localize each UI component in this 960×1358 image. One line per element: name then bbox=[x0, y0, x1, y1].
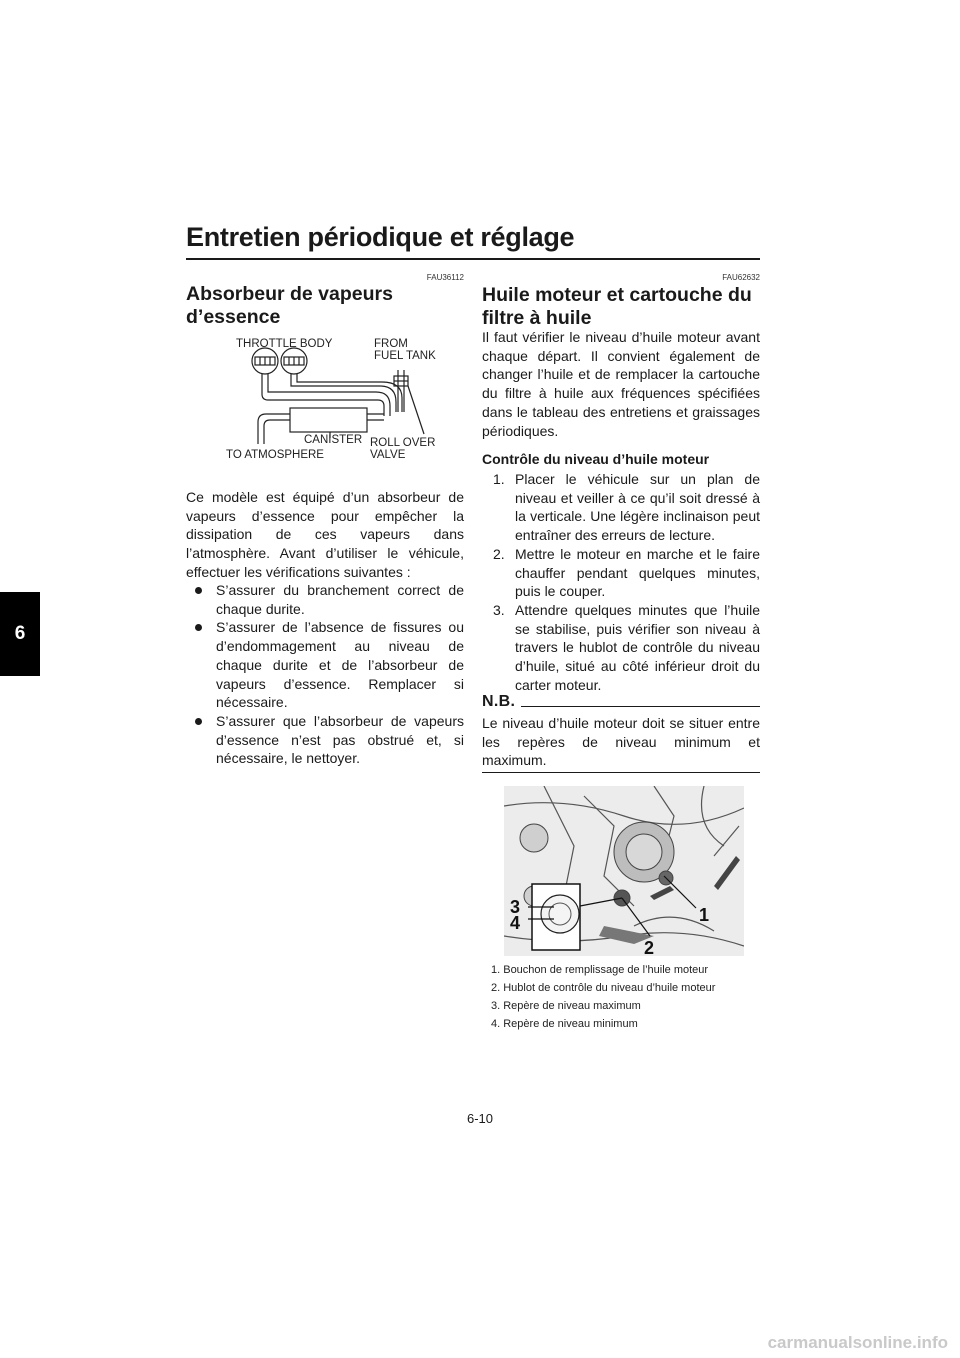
list-item: 3. Repère de niveau maximum bbox=[491, 1000, 641, 1012]
section-heading-oil: Huile moteur et cartouche du filtre à huile bbox=[482, 284, 752, 329]
bullet-dot bbox=[195, 587, 202, 594]
oil-check-steps bbox=[482, 470, 760, 694]
evap-intro: Ce modèle est équipé d’un absorbeur de vapeurs d’essence pour empêcher la dissipation de ces vapeurs dans l’atmosphère. Avant d’utiliser le véhicule, effectuer les vérifications suivantes : bbox=[186, 489, 464, 580]
bullet-dot bbox=[195, 718, 202, 725]
page-number: 6-10 bbox=[466, 1111, 494, 1126]
list-item: 1. Bouchon de remplissage de l’huile moteur bbox=[491, 964, 709, 976]
list-item: 4. Repère de niveau minimum bbox=[491, 1018, 638, 1030]
section-code: FAU36112 bbox=[426, 273, 464, 282]
label-fuel-tank: FUEL TANK bbox=[374, 350, 436, 362]
list-item: 1. Placer le véhicule sur un plan de niveau et veiller à ce qu’il soit dressé à la verticale. Une légère inclinaison peut entraîner des erreurs de lecture. bbox=[493, 471, 760, 544]
oil-intro: Il faut vérifier le niveau d’huile moteur avant chaque départ. Il convient également de changer l’huile et de remplacer la cartouche du filtre à huile aux fréquences spécifiées dans le tableau des entretiens et graissages périodiques. bbox=[482, 329, 760, 439]
list-item: S’assurer du branchement correct de chaque durite. bbox=[186, 581, 464, 618]
page-title: Entretien périodique et réglage bbox=[186, 222, 575, 252]
list-item: 2. Mettre le moteur en marche et le faire chauffer pendant quelques minutes, puis le couper. bbox=[493, 545, 760, 600]
photo-label-1: 1 bbox=[699, 905, 710, 925]
nb-header bbox=[482, 693, 760, 711]
list-item: 2. Hublot de contrôle du niveau d’huile moteur bbox=[491, 982, 716, 994]
label-to-atmosphere: TO ATMOSPHERE bbox=[226, 449, 324, 461]
label-roll-over: ROLL OVER bbox=[370, 437, 436, 449]
nb-rule bbox=[521, 706, 760, 707]
section-code: FAU62632 bbox=[722, 273, 760, 282]
chapter-tab: 6 bbox=[0, 592, 40, 676]
label-canister: CANISTER bbox=[304, 434, 363, 446]
label-valve: VALVE bbox=[370, 449, 406, 461]
watermark: carmanualsonline.info bbox=[767, 1333, 948, 1352]
nb-label: N.B. bbox=[482, 693, 516, 710]
list-item: S’assurer que l’absorbeur de vapeurs d’essence n’est pas obstrué et, si nécessaire, le nettoyer. bbox=[186, 712, 464, 768]
nb-text: Le niveau d’huile moteur doit se situer entre les repères de niveau minimum et maximum. bbox=[482, 715, 760, 769]
engine-photo bbox=[504, 786, 744, 956]
label-throttle-body: THROTTLE BODY bbox=[236, 338, 333, 350]
label-from: FROM bbox=[374, 338, 408, 350]
photo-label-4: 4 bbox=[510, 913, 521, 933]
oil-check-subheading: Contrôle du niveau d’huile moteur bbox=[482, 451, 710, 467]
title-rule bbox=[186, 258, 760, 260]
photo-captions bbox=[491, 961, 761, 1033]
canister-diagram bbox=[218, 330, 450, 464]
evap-checklist bbox=[186, 581, 464, 768]
list-item: S’assurer de l’absence de fissures ou d’endommagement au niveau de chaque durite et de l’absorbeur de vapeurs d’essence. Remplacer si nécessaire. bbox=[186, 618, 464, 712]
section-heading-evap: Absorbeur de vapeurs d’essence bbox=[186, 283, 393, 328]
nb-bottom-rule bbox=[482, 772, 760, 773]
list-item: 3. Attendre quelques minutes que l’huile se stabilise, puis vérifier son niveau à travers le hublot de contrôle du niveau d’huile, situé au côté inférieur droit du carter moteur. bbox=[493, 601, 760, 693]
photo-label-2: 2 bbox=[644, 938, 655, 956]
bullet-dot bbox=[195, 624, 202, 631]
photo-label-3: 3 bbox=[510, 897, 521, 917]
